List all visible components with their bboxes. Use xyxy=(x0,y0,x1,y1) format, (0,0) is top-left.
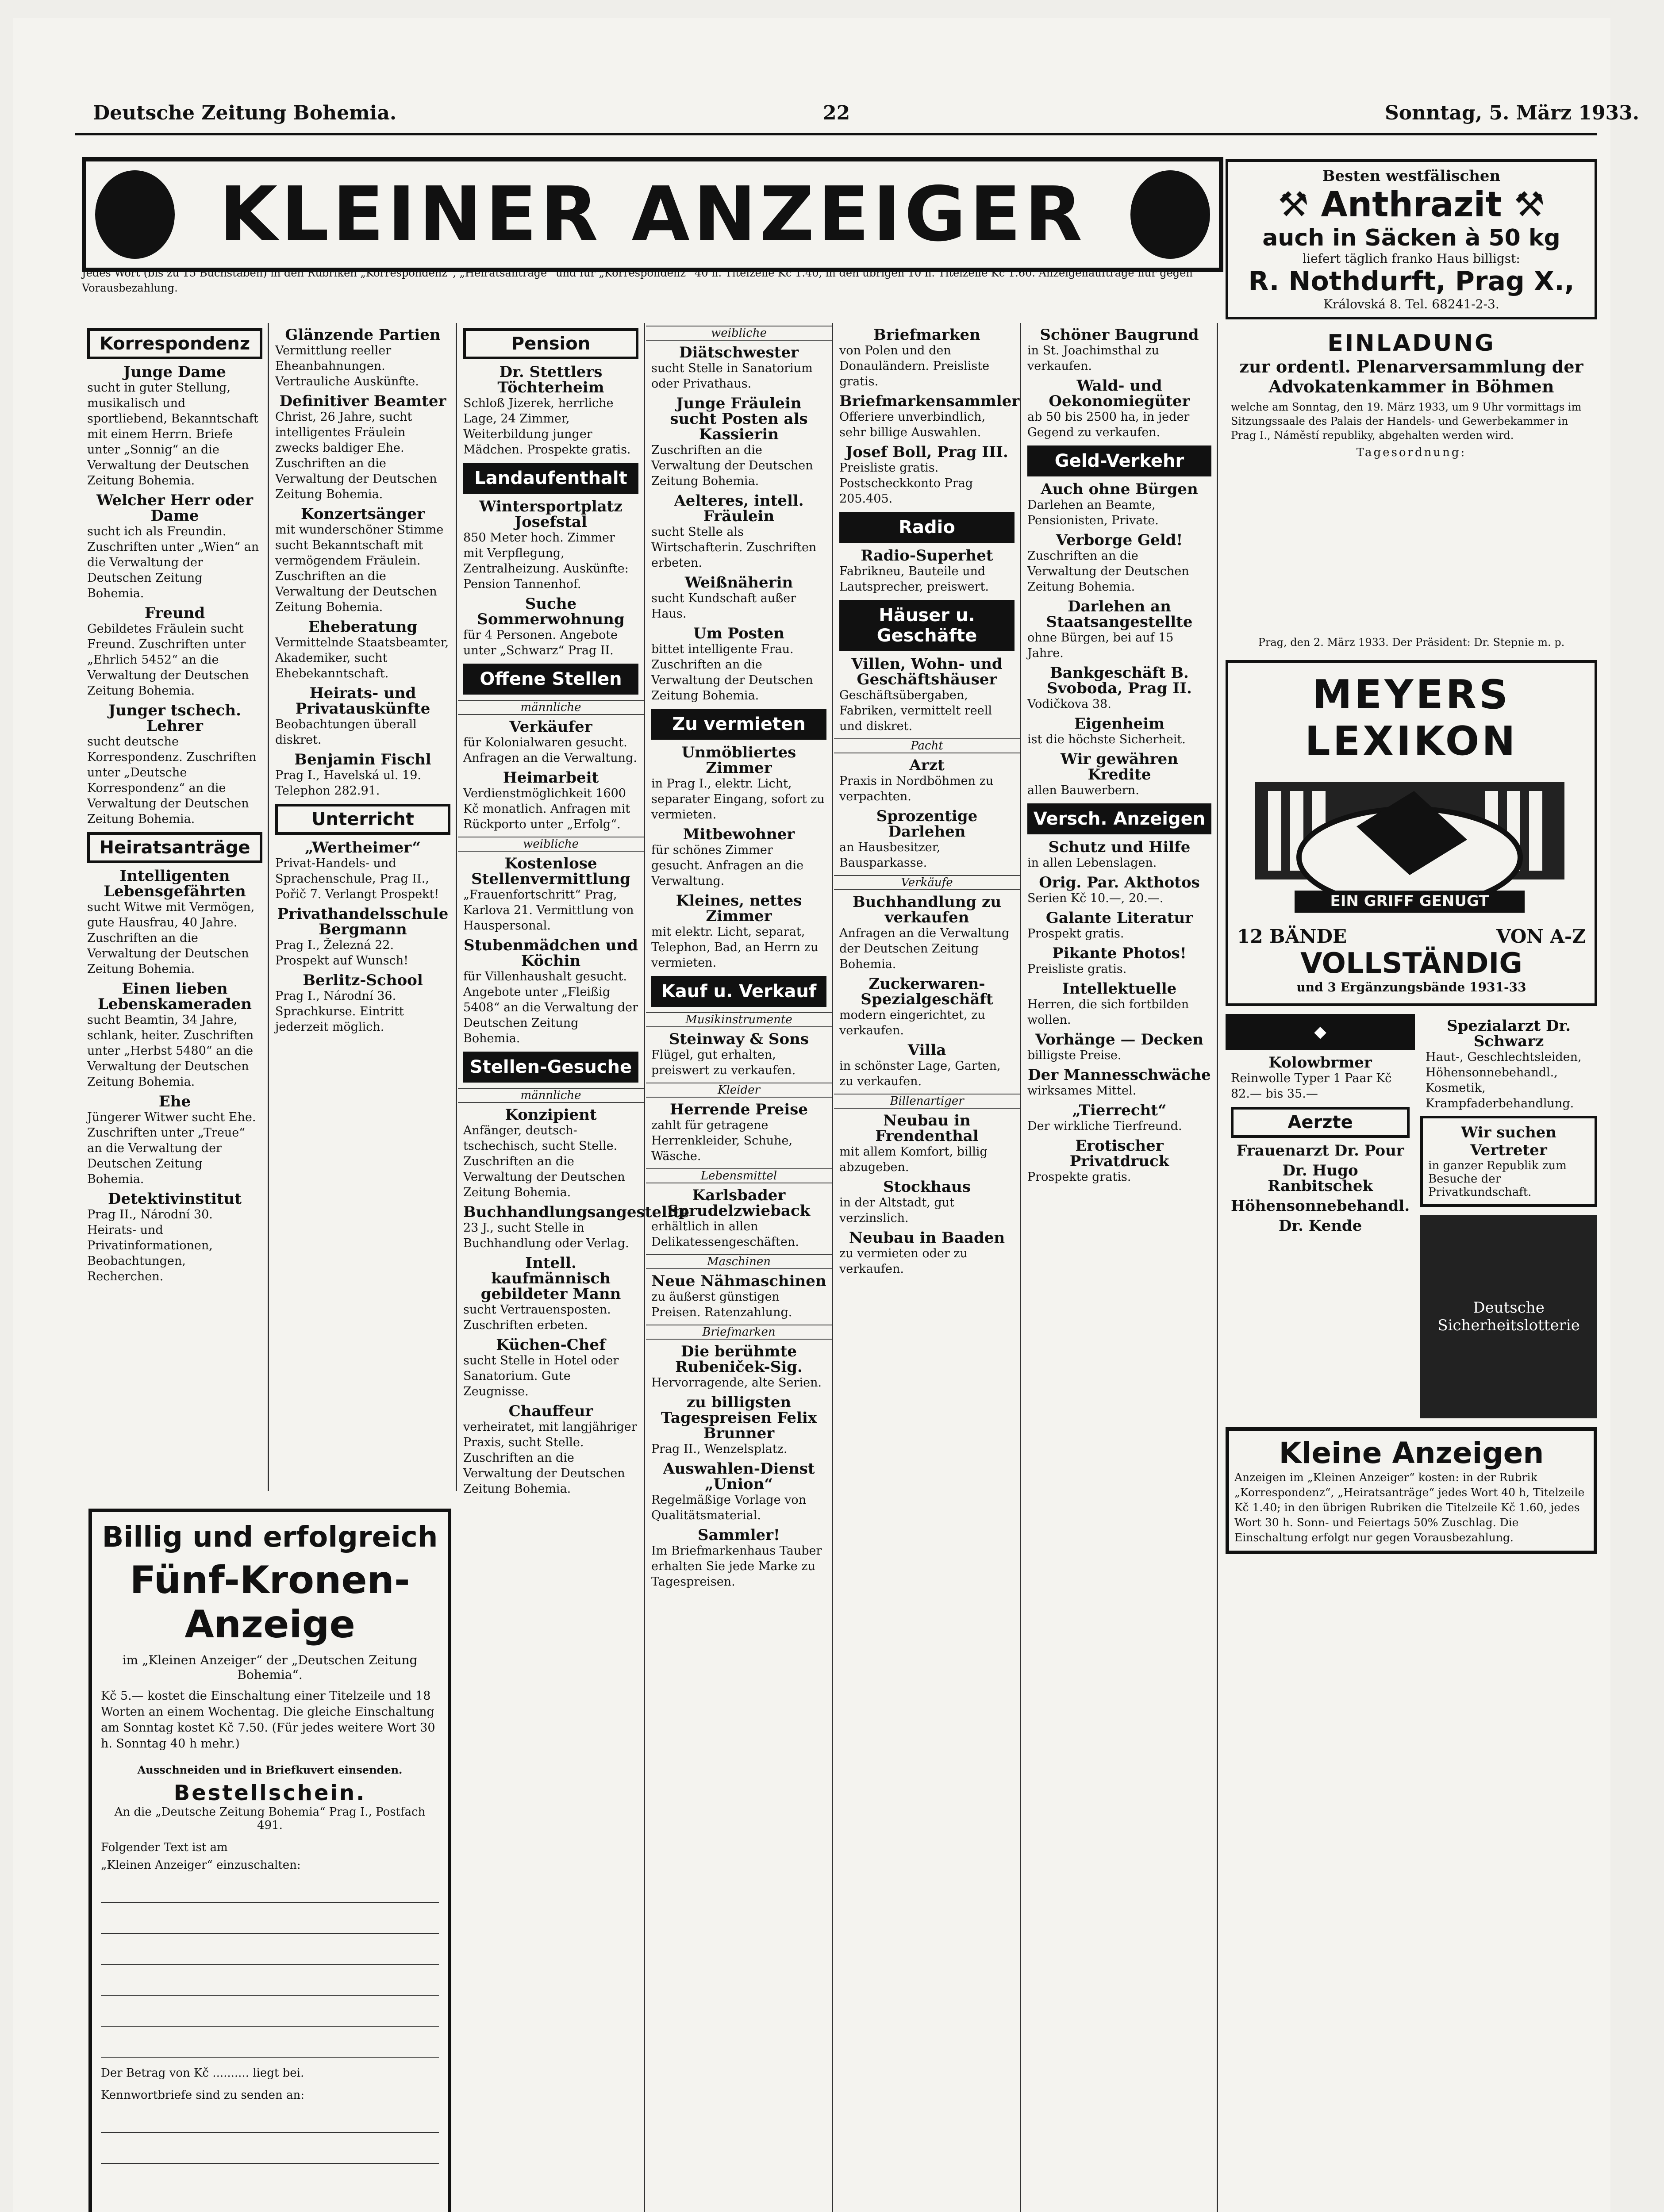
ad: Intelligenten Lebensgefährten sucht Witwe mit Vermögen, gute Hausfrau, 40 Jahre. Zuschriften an die Verwaltung der Deutschen Zeitung Bohemia. xyxy=(87,867,255,976)
ad: Freund Gebildetes Fräulein sucht Freund. Zuschriften unter „Ehrlich 5452“ an die Verwaltung der Deutschen Zeitung Bohemia. xyxy=(87,604,249,698)
rubric-versch-anzeigen: Versch. Anzeigen xyxy=(1027,803,1211,834)
ad: Galante Literatur Prospekt gratis. xyxy=(1027,909,1193,941)
coal-deliver: liefert täglich franko Haus billigst: xyxy=(1303,251,1520,266)
ad: Spezialarzt Dr. Schwarz Haut-, Geschlechtsleiden, Höhensonnebehandl., Kosmetik, Krampfaderbehandlung. xyxy=(1426,1017,1582,1110)
subrubric: weibliche xyxy=(646,326,832,341)
coal-firm: R. Nothdurft, Prag X., xyxy=(1248,266,1575,297)
meyers-subtitle: LEXIKON xyxy=(1305,718,1518,764)
ad: Bankgeschäft B. Svoboda, Prag II. Vodičkova 38. xyxy=(1027,664,1192,711)
ad: Schutz und Hilfe in allen Lebenslagen. xyxy=(1027,838,1191,870)
rubric-stellen-gesuche: Stellen-Gesuche xyxy=(463,1052,638,1083)
ad: Sammler! Im Briefmarkenhaus Tauber erhalten Sie jede Marke zu Tagespreisen. xyxy=(651,1526,822,1589)
ad: „Wertheimer“ Privat-Handels- und Sprachenschule, Prag II., Pořič 7. Verlangt Prospekt! xyxy=(275,839,439,901)
ad: Konzipient Anfänger, deutsch-tschechisch, sucht Stelle. Zuschriften an die Verwaltung der Deutschen Zeitung Bohemia. xyxy=(463,1106,625,1199)
meeting-sign: Prag, den 2. März 1933. Der Präsident: Dr. Stepnie m. p. xyxy=(1258,636,1565,649)
ad: Heimarbeit Verdienstmöglichkeit 1600 Kč monatlich. Anfragen mit Rückporto unter „Erfolg“. xyxy=(463,769,630,831)
ad: Dr. Kende xyxy=(1278,1217,1362,1235)
order-form-promo xyxy=(88,1509,451,2212)
rubric-zu-vermieten: Zu vermieten xyxy=(651,709,826,740)
subrubric: Lebensmittel xyxy=(646,1168,832,1183)
subrubric: männliche xyxy=(458,1088,644,1103)
hand-on-book-icon xyxy=(1237,764,1582,924)
ad: Mitbewohner für schönes Zimmer gesucht. Anfragen an die Verwaltung. xyxy=(651,826,804,888)
header-left: Deutsche Zeitung Bohemia. xyxy=(93,102,397,124)
meyers-lexikon-ad xyxy=(1226,660,1597,1006)
rubric-offene-stellen: Offene Stellen xyxy=(463,664,638,695)
rubric-radio: Radio xyxy=(839,512,1015,543)
ad: Intell. kaufmännisch gebildeter Mann sucht Vertrauensposten. Zuschriften erbeten. xyxy=(463,1254,621,1332)
ad: Auch ohne Bürgen Darlehen an Beamte, Pensionisten, Private. xyxy=(1027,480,1198,527)
promo-title: Billig und erfolgreich xyxy=(102,1521,438,1554)
ad: Stubenmädchen und Köchin für Villenhaushalt gesucht. Angebote unter „Fleißig 5408“ an die Verwaltung der Deutschen Zeitung Bohemia. xyxy=(463,937,638,1045)
ad: Glänzende Partien Vermittlung reeller Eheanbahnungen. Vertrauliche Auskünfte. xyxy=(275,326,441,388)
kleiner-anzeiger-banner xyxy=(82,157,1223,272)
ad: Schöner Baugrund in St. Joachimsthal zu verkaufen. xyxy=(1027,326,1199,373)
ad: Berlitz-School Prag I., Národní 36. Sprachkurse. Eintritt jederzeit möglich. xyxy=(275,972,423,1034)
ad: Die berühmte Rubeniček-Sig. Hervorragende, alte Serien. xyxy=(651,1343,822,1390)
ornament-left-icon xyxy=(95,170,175,259)
ad: Dr. Hugo Ranbitschek xyxy=(1268,1162,1373,1195)
meyers-volumes: 12 BÄNDE xyxy=(1237,926,1347,947)
form-line[interactable] xyxy=(101,2004,439,2027)
banner-title: KLEINER ANZEIGER xyxy=(219,171,1086,258)
ad: „Tierrecht“ Der wirkliche Tierfreund. xyxy=(1027,1102,1182,1133)
subrubric: weibliche xyxy=(458,837,644,852)
ad: Steinway & Sons Flügel, gut erhalten, preiswert zu verkaufen. xyxy=(651,1030,809,1077)
hammer-icon: ⚒ xyxy=(1514,185,1545,225)
ad: Unmöbliertes Zimmer in Prag I., elektr. Licht, separater Eingang, sofort zu vermieten. xyxy=(651,744,825,822)
ad: Josef Boll, Prag III. Preisliste gratis. Postscheckkonto Prag 205.405. xyxy=(839,443,1008,506)
ad: Herrende Preise zahlt für getragene Herrenkleider, Schuhe, Wäsche. xyxy=(651,1101,808,1163)
ad: Villen, Wohn- und Geschäftshäuser Geschäftsübergaben, Fabriken, vermittelt reell und diskret. xyxy=(839,655,1003,733)
ad: Vorhänge — Decken billigste Preise. xyxy=(1027,1031,1204,1062)
ad: Um Posten bittet intelligente Frau. Zuschriften an die Verwaltung der Deutschen Zeitung Bohemia. xyxy=(651,625,813,703)
column-1 xyxy=(82,323,269,1491)
coal-address: Královská 8. Tel. 68241-2-3. xyxy=(1323,297,1499,311)
form-line[interactable] xyxy=(101,1880,439,1903)
ad: Neue Nähmaschinen zu äußerst günstigen Preisen. Ratenzahlung. xyxy=(651,1272,826,1319)
lottery-ad: Deutsche Sicherheitslotterie xyxy=(1420,1215,1597,1418)
ad: Orig. Par. Akthotos Serien Kč 10.—, 20.—. xyxy=(1027,874,1200,905)
butter-ad-logo: ◆ xyxy=(1226,1014,1415,1050)
ad: zu billigsten Tagespreisen Felix Brunner Prag II., Wenzelsplatz. xyxy=(651,1394,817,1456)
ad: Junge Dame sucht in guter Stellung, musikalisch und sportliebend, Bekanntschaft mit einem Herrn. Briefe unter „Sonnig“ an die Verwaltung der Deutschen Zeitung Bohemia. xyxy=(87,363,258,488)
ad: Stockhaus in der Altstadt, gut verzinslich. xyxy=(839,1178,971,1225)
ad: Wir gewähren Kredite allen Bauwerbern. xyxy=(1027,750,1178,797)
ad: Erotischer Privatdruck Prospekte gratis. xyxy=(1027,1137,1169,1184)
rubric-kauf-verkauf: Kauf u. Verkauf xyxy=(651,976,826,1007)
ad: Einen lieben Lebenskameraden sucht Beamtin, 34 Jahre, schlank, heiter. Zuschriften unter „Herbst 5480“ an die Verwaltung der Deutschen Zeitung Bohemia. xyxy=(87,980,254,1089)
column-3 xyxy=(458,323,690,2212)
ad: Definitiver Beamter Christ, 26 Jahre, sucht intelligentes Fräulein zwecks baldiger Ehe. Zuschriften an die Verwaltung der Deutschen Zeitung Bohemia. xyxy=(275,392,446,501)
ad: Aelteres, intell. Fräulein sucht Stelle als Wirtschafterin. Zuschriften erbeten. xyxy=(651,492,817,570)
column-2 xyxy=(270,323,457,1491)
meyers-a-z: VON A-Z xyxy=(1496,926,1586,947)
meyers-supplements: und 3 Ergänzungsbände 1931-33 xyxy=(1296,980,1526,995)
ad: Chauffeur verheiratet, mit langjähriger Praxis, sucht Stelle. Zuschriften an die Verwaltung der Deutschen Zeitung Bohemia. xyxy=(463,1402,637,1496)
meeting-agenda-label: Tagesordnung: xyxy=(1356,446,1467,459)
meyers-title: MEYERS xyxy=(1312,672,1510,718)
meyers-ribbon: EIN GRIFF GENUGT xyxy=(1330,892,1489,910)
form-code: Kennwortbriefe sind zu senden an: xyxy=(101,2089,304,2102)
ad: Neubau in Baaden zu vermieten oder zu verkaufen. xyxy=(839,1229,1005,1276)
anthrazit-ad xyxy=(1226,159,1597,319)
header-right: Sonntag, 5. März 1933. xyxy=(1385,102,1640,124)
meeting-text: welche am Sonntag, den 19. März 1933, um 9 Uhr vormittags im Sitzungssaale des Palais der Handels- und Gewerbekammer in Prag I., Náměstí republiky, abgehalten werden wird. xyxy=(1231,401,1582,442)
form-field-label-2: „Kleinen Anzeiger“ einzuschalten: xyxy=(101,1859,301,1872)
form-line[interactable] xyxy=(101,2035,439,2058)
meeting-title: EINLADUNG xyxy=(1327,330,1495,357)
ad: Zuckerwaren-Spezialgeschäft modern eingerichtet, zu verkaufen. xyxy=(839,975,993,1037)
rubric-geld-verkehr: Geld-Verkehr xyxy=(1027,445,1211,476)
ad: Sprozentige Darlehen an Hausbesitzer, Bausparkasse. xyxy=(839,807,978,870)
form-title: Bestellschein. xyxy=(173,1781,366,1805)
column-4 xyxy=(646,323,833,2212)
ad: Briefmarkensammler Offeriere unverbindlich, sehr billige Auswahlen. xyxy=(839,392,1020,439)
meyers-complete: VOLLSTÄNDIG xyxy=(1300,947,1522,980)
ad: Privathandelsschule Bergmann Prag I., Železná 22. Prospekt auf Wunsch! xyxy=(275,905,449,968)
rubric-landaufenthalt: Landaufenthalt xyxy=(463,463,638,494)
subrubric: Kleider xyxy=(646,1083,832,1098)
ad: Junger tschech. Lehrer sucht deutsche Korrespondenz. Zuschriften unter „Deutsche Korrespondenz“ an die Verwaltung der Deutschen Zeitung Bohemia. xyxy=(87,702,257,826)
form-line[interactable] xyxy=(101,1942,439,1965)
ad: Ehe Jüngerer Witwer sucht Ehe. Zuschriften unter „Treue“ an die Verwaltung der Deutschen Zeitung Bohemia. xyxy=(87,1093,256,1186)
coal-line: auch in Säcken à 50 kg xyxy=(1262,225,1560,251)
ad: Buchhandlung zu verkaufen Anfragen an die Verwaltung der Deutschen Zeitung Bohemia. xyxy=(839,893,1010,971)
ad: Höhensonnebehandl. xyxy=(1231,1197,1410,1215)
subrubric: Pacht xyxy=(834,738,1020,753)
coal-top: Besten westfälischen xyxy=(1322,167,1501,185)
ad: Junge Fräulein sucht Posten als Kassierin Zuschriften an die Verwaltung der Deutschen Zeitung Bohemia. xyxy=(651,395,813,488)
ad: Kolowbrmer Reinwolle Typer 1 Paar Kč 82.— bis 35.— xyxy=(1231,1054,1392,1101)
subrubric: Musikinstrumente xyxy=(646,1012,832,1027)
ad: Neubau in Frendenthal mit allem Komfort, billig abzugeben. xyxy=(839,1112,988,1174)
rate-notice: Jedes Wort (bis zu 15 Buchstaben) in den Rubriken „Korrespondenz“, „Heiratsanträge“ und für „Korrespondenz“ 40 h. Titelzeile Kč 1.40, in den übrigen 10 h. Titelzeile Kč 1.60. Anzeigenaufträge nur gegen Vorausbezahlung. xyxy=(82,267,1193,294)
ad: Karlsbader Sprudelzwieback erhältlich in allen Delikatessengeschäften. xyxy=(651,1187,811,1249)
meeting-notice xyxy=(1226,327,1597,651)
kleine-anzeigen-title: Kleine Anzeigen xyxy=(1279,1436,1544,1470)
form-line[interactable] xyxy=(101,2141,439,2164)
form-line[interactable] xyxy=(101,1911,439,1934)
ad: Weißnäherin sucht Kundschaft außer Haus. xyxy=(651,574,796,621)
hammer-icon: ⚒ xyxy=(1278,185,1309,225)
promo-subtitle: im „Kleinen Anzeiger“ der „Deutschen Zeitung Bohemia“. xyxy=(122,1653,418,1682)
column-6 xyxy=(1022,323,1218,2212)
ad: Benjamin Fischl Prag I., Havelská ul. 19. Telephon 282.91. xyxy=(275,751,431,798)
ad: Auswahlen-Dienst „Union“ Regelmäßige Vorlage von Qualitätsmaterial. xyxy=(651,1460,815,1522)
form-line[interactable] xyxy=(101,1973,439,1996)
subrubric: männliche xyxy=(458,700,644,715)
ornament-right-icon xyxy=(1130,170,1210,259)
subrubric: Maschinen xyxy=(646,1254,832,1269)
ad: Intellektuelle Herren, die sich fortbilden wollen. xyxy=(1027,980,1189,1027)
page-number: 22 xyxy=(823,102,850,124)
form-amount: Der Betrag von Kč .......... liegt bei. xyxy=(101,2066,304,2080)
subrubric: Billenartiger xyxy=(834,1094,1020,1109)
meeting-subtitle: zur ordentl. Plenarversammlung der Advokatenkammer in Böhmen xyxy=(1239,357,1583,396)
ad: Eheberatung Vermittelnde Staatsbeamter, Akademiker, sucht Ehebekanntschaft. xyxy=(275,618,449,680)
subrubric: Briefmarken xyxy=(646,1325,832,1340)
ad: Arzt Praxis in Nordböhmen zu verpachten. xyxy=(839,757,994,803)
ad: Der Mannesschwäche wirksames Mittel. xyxy=(1027,1066,1211,1098)
rubric-heiratsantraege: Heiratsanträge xyxy=(87,832,262,863)
form-line[interactable] xyxy=(101,2110,439,2133)
rubric-korrespondenz: Korrespondenz xyxy=(87,328,262,359)
coal-title: ⚒ Anthrazit ⚒ xyxy=(1278,185,1545,225)
display-ads-column xyxy=(1226,159,1597,1562)
ad: Kostenlose Stellenvermittlung „Frauenfortschritt“ Prag, Karlova 21. Vermittlung von Hauspersonal. xyxy=(463,855,634,933)
ad: Suche Sommerwohnung für 4 Personen. Angebote unter „Schwarz“ Prag II. xyxy=(463,595,625,657)
rubric-haeuser: Häuser u. Geschäfte xyxy=(839,600,1015,651)
ad: Eigenheim ist die höchste Sicherheit. xyxy=(1027,715,1186,746)
promo-headline: Fünf-Kronen-Anzeige xyxy=(130,1558,410,1647)
ad: Pikante Photos! Preisliste gratis. xyxy=(1027,945,1187,976)
ad: Diätschwester sucht Stelle in Sanatorium oder Privathaus. xyxy=(651,344,813,391)
subrubric: Verkäufe xyxy=(834,875,1020,890)
form-field-label-1: Folgender Text ist am xyxy=(101,1841,228,1854)
rubric-aerzte: Aerzte xyxy=(1231,1107,1410,1138)
ad: Darlehen an Staatsangestellte ohne Bürgen, bei auf 15 Jahre. xyxy=(1027,598,1193,660)
ad: Heirats- und Privatauskünfte Beobachtungen überall diskret. xyxy=(275,684,430,747)
kleine-anzeigen-box xyxy=(1226,1427,1597,1554)
ad: Verkäufer für Kolonialwaren gesucht. Anfragen an die Verwaltung. xyxy=(463,718,637,765)
ad: Welcher Herr oder Dame sucht ich als Freundin. Zuschriften unter „Wien“ an die Verwaltung der Deutschen Zeitung Bohemia. xyxy=(87,492,259,600)
cut-note: Ausschneiden und in Briefkuvert einsenden. xyxy=(137,1763,403,1776)
promo-text: Kč 5.— kostet die Einschaltung einer Titelzeile und 18 Worten an einem Wochentag. Die gleiche Einschaltung am Sonntag kostet Kč 7.50. (Für jedes weitere Wort 30 h. Sonntag 40 h mehr.) xyxy=(101,1689,435,1751)
ad: Dr. Stettlers Töchterheim Schloß Jizerek, herrliche Lage, 24 Zimmer, Weiterbildung junger Mädchen. Prospekte gratis. xyxy=(463,363,631,457)
column-5 xyxy=(834,323,1021,2212)
ad: Konzertsänger mit wunderschöner Stimme sucht Bekanntschaft mit vermögendem Fräulein. Zuschriften an die Verwaltung der Deutschen Zeitung Bohemia. xyxy=(275,505,444,614)
ad: Villa in schönster Lage, Garten, zu verkaufen. xyxy=(839,1041,1001,1088)
ad: Verborge Geld! Zuschriften an die Verwaltung der Deutschen Zeitung Bohemia. xyxy=(1027,531,1189,594)
ad: Wald- und Oekonomiegüter ab 50 bis 2500 ha, in jeder Gegend zu verkaufen. xyxy=(1027,377,1190,439)
ad: Frauenarzt Dr. Pour xyxy=(1236,1142,1404,1160)
ad: Detektivinstitut Prag II., Národní 30. Heirats- und Privatinformationen, Beobachtungen, Recherchen. xyxy=(87,1190,242,1283)
ad: Küchen-Chef sucht Stelle in Hotel oder Sanatorium. Gute Zeugnisse. xyxy=(463,1336,619,1398)
rubric-unterricht: Unterricht xyxy=(275,804,450,835)
ad: Wintersportplatz Josefstal 850 Meter hoch. Zimmer mit Verpflegung, Zentralheizung. Auskünfte: Pension Tannenhof. xyxy=(463,498,629,591)
ad: Kleines, nettes Zimmer mit elektr. Licht, separat, Telephon, Bad, an Herrn zu vermieten. xyxy=(651,892,819,970)
kleine-anzeigen-text: Anzeigen im „Kleinen Anzeiger“ kosten: in der Rubrik „Korrespondenz“, „Heiratsanträge“ jedes Wort 40 h, Titelzeile Kč 1.40; in den übrigen Rubriken die Titelzeile Kč 1.60, jedes Wort 30 h. Sonn- und Feiertags 50% Zuschlag. Die Einschaltung erfolgt nur gegen Vorausbezahlung. xyxy=(1234,1471,1585,1544)
agents-wanted-ad: Wir suchen Vertreter in ganzer Republik zum Besuche der Privatkundschaft. xyxy=(1420,1116,1597,1207)
rubric-pension: Pension xyxy=(463,328,638,359)
ad: Briefmarken von Polen und den Donauländern. Preisliste gratis. xyxy=(839,326,990,388)
ad: Radio-Superhet Fabrikneu, Bauteile und Lautsprecher, preiswert. xyxy=(839,547,993,594)
form-address: An die „Deutsche Zeitung Bohemia“ Prag I., Postfach 491. xyxy=(114,1805,426,1832)
header-rule xyxy=(75,133,1597,135)
ad: Buchhandlungsangestellte 23 J., sucht Stelle in Buchhandlung oder Verlag. xyxy=(463,1203,690,1250)
